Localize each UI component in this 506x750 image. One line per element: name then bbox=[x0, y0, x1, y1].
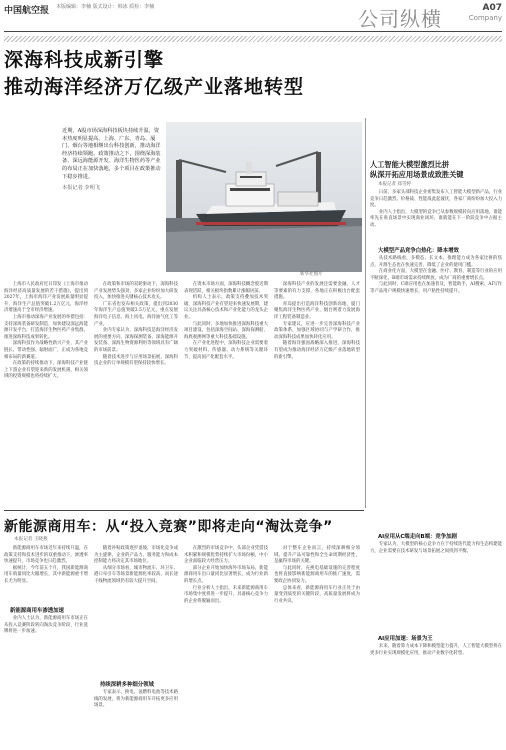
lead-column-4 bbox=[274, 282, 360, 361]
side-section-heading-2: AI应用从C端走向B端：竞争加剧 bbox=[378, 534, 457, 540]
second-column-3 bbox=[184, 546, 268, 605]
lead-photo bbox=[166, 122, 362, 272]
second-column-2 bbox=[94, 546, 178, 586]
second-headline: 新能源商用车：从“投入竞赛”即将走向“淘汰竞争” bbox=[4, 519, 333, 535]
paragraph: 与此同时，C端应用也在加速普及，智能助手、AI搜索、AI写作等产品用户规模快速增长，用户粘性持续提升。 bbox=[370, 282, 502, 294]
lead-intro-text: 近期，A股市场深海科技板块持续升温，资本热度明显提高。上海、广东、青岛、厦门、烟台等地相继出台科技创新，推动海洋经济持续领跑。政策推动之下，围绕深海装备、深远海能源开发、海洋生物医药等产业的布局正在加快落地，多个项目在政策推动下稳步推进。 bbox=[62, 128, 161, 180]
newspaper-name: 中国航空报 bbox=[4, 6, 50, 16]
lead-column-3 bbox=[184, 282, 268, 361]
paragraph: 深海科技产业的发展还需要金融、人才等要素的有力支撑，各地正在积极出台配套措施。 bbox=[274, 282, 360, 301]
side-headline-line2: 纵深开拓应用场景成致胜关键 bbox=[370, 170, 464, 179]
column-divider bbox=[365, 118, 366, 508]
second-column-1 bbox=[4, 546, 88, 586]
section-rule bbox=[4, 510, 364, 511]
paragraph: 部分企业开始加快海外市场布局，新能源商用车出口量同比显著增长，成为行业新的增长点。 bbox=[184, 565, 268, 584]
second-author: 本报记者 王晓燕 bbox=[14, 537, 48, 542]
paragraph: 深海科技作为战略性新兴产业，其产业链长、带动性强、辐射面广，正成为各地竞相布局的新赛道。 bbox=[4, 341, 88, 360]
paragraph: 总体来看，新能源商用车行业正处于由量变到质变的关键阶段，高质量发展将成为行业共识。 bbox=[274, 585, 360, 604]
column-title-en: Company bbox=[468, 14, 502, 22]
page-number: A07 bbox=[482, 3, 502, 13]
paragraph: 业内人士指出，大模型的竞争已从参数规模转向应用落地，谁能率先在垂直场景中实现商业闭环，谁就能在下一阶段竞争中占据主动。 bbox=[370, 209, 502, 228]
photo-caption: 新华社图片 bbox=[300, 272, 323, 277]
lead-column-2 bbox=[94, 282, 178, 368]
side-body-4 bbox=[370, 644, 502, 657]
paragraph: 据统计，今年前五个月，我国新能源商用车销量同比大幅增长，其中新能源重卡增长尤为明显。 bbox=[4, 565, 88, 584]
side-body-3 bbox=[370, 542, 502, 555]
side-section-heading-3: AI应用加速：场景为王 bbox=[378, 636, 433, 642]
masthead bbox=[0, 0, 506, 30]
second-section-heading-2: 持续深耕多种细分领域 bbox=[100, 682, 154, 688]
lead-headline-line2: 推动海洋经济万亿级产业落地转型 bbox=[4, 76, 305, 98]
paragraph: 机构人士表示，政策支持叠加技术突破，深海科技产业有望迎来快速发展期，建议关注具备核心技术和产业化能力的龙头企业。 bbox=[184, 295, 268, 320]
paragraph: 从技术路线看，多模态、长文本、推理能力成为各家比拼的焦点，开源生态也在快速完善，降低了企业的使用门槛。 bbox=[370, 256, 502, 268]
ship-photo bbox=[166, 122, 362, 272]
lead-headline-line1: 深海科技成新引擎 bbox=[4, 49, 165, 71]
paragraph: 随着补贴政策逐步退坡，市场化竞争成为主旋律，企业的产品力、服务能力和成本控制能力将决定其市场地位。 bbox=[94, 546, 178, 565]
paragraph: 在商业化方面，大模型在金融、医疗、教育、制造等行业的应用不断深化，B端市场需求持续释放，成为厂商的重要增长点。 bbox=[370, 269, 502, 281]
masthead-rule bbox=[4, 31, 502, 32]
paragraph: 从细分市场看，城市物流车、环卫车、港口牵引车等场景新能源化率较高，而长途干线物流领域仍有较大提升空间。 bbox=[94, 565, 178, 584]
paragraph: 在政策的持续推动下，深海科技产业链上下游企业有望迎来新的发展机遇，相关领域的投资规模也将持续扩大。 bbox=[4, 361, 88, 380]
side-body-1 bbox=[370, 190, 502, 230]
editor-line: 本版编辑：李楠 版式设计：韩冰 质检：李楠 bbox=[56, 4, 155, 10]
side-headline-line1: 人工智能大模型激烈比拼 bbox=[370, 160, 450, 169]
paragraph: 与此同时，充换电基础设施的完善程度也将直接影响新能源商用车的推广速度，需要政企协同发力。 bbox=[274, 565, 360, 584]
paragraph: 随着技术进步与应用场景拓展，深海科技企业的订单规模有望保持较快增长。 bbox=[94, 354, 178, 367]
second-column-2b bbox=[94, 690, 178, 710]
lead-author: 本报记者 李明飞 bbox=[62, 185, 100, 192]
lead-intro bbox=[62, 128, 162, 193]
paragraph: 与此同时，多地加快推进深海科技重大项目建设，包括深海空间站、深海探测船、海底观测网等重大科技基础设施。 bbox=[184, 321, 268, 340]
paragraph: 上海市人民政府近日印发《上海市推动海洋经济高质量发展的若干措施》，提出到2027年，上海市海洋产业发展质量明显提升，海洋生产总值突破1.2万亿元，海洋经济增速高于全市经济增速。 bbox=[4, 282, 88, 314]
side-section-heading-1: 大模型产品竞争白热化：降本增效 bbox=[378, 248, 459, 254]
column-title: 公司纵横 bbox=[358, 7, 442, 31]
second-column-4 bbox=[274, 546, 360, 605]
paragraph: 在激烈的市场竞争中，头部企业凭借技术积累和规模优势持续扩大市场份额，中小企业面临较大经营压力。 bbox=[184, 546, 268, 565]
second-column-1b bbox=[4, 616, 88, 636]
paragraph: 在产业化进程中，深海科技企业需要着力突破材料、传感器、动力系统等关键环节，提高国产化配套水平。 bbox=[184, 341, 268, 360]
paragraph: 上海市推动深海产业发展的举措包括：支持深海装备研发制造，加快建设深远海能源开发平台，打造海洋生物医药产业集群，推进深海科技成果转化。 bbox=[4, 314, 88, 340]
paragraph: 未来，随着算力成本下降和模型能力提升，人工智能大模型将在更多行业实现规模化应用，推动产业数字化转型。 bbox=[370, 644, 502, 656]
paragraph: 日前，多家头部科技企业密集发布人工智能大模型新产品，行业竞争日趋激烈。价格战、性能战此起彼伏，各家厂商纷纷加大投入力度。 bbox=[370, 190, 502, 209]
lead-column-1 bbox=[4, 282, 88, 381]
paragraph: 随着海洋强国战略深入推进，深海科技有望成为推动海洋经济万亿级产业落地转型的新引擎。 bbox=[274, 341, 360, 360]
paragraph: 新能源商用车市场近年来持续升温，在政策支持和技术进步的双重推动下，渗透率快速提升，市场竞争也日趋激烈。 bbox=[4, 546, 88, 565]
paragraph: 在资本市场方面，深海科技概念股近期表现活跃，相关板块指数累计涨幅居前。 bbox=[184, 282, 268, 294]
paragraph: 业内人士认为，新能源商用车市场正在从投入竞赛阶段转向淘汰竞争阶段，行业洗牌将进一步加速。 bbox=[4, 616, 88, 635]
paragraph: 对于整车企业而言，持续深耕细分领域、提升产品可靠性和全生命周期经济性，是赢得市场的关键。 bbox=[274, 546, 360, 565]
paragraph: 在政策和市场的双轮驱动下，深海科技产业发展势头强劲，多家企业纷纷加大研发投入，加快推进关键核心技术攻关。 bbox=[94, 282, 178, 301]
side-body-2 bbox=[370, 256, 502, 296]
paragraph: 青岛提出打造海洋科技创新高地，厦门聚焦海洋生物医药产业，烟台则着力发展海洋工程装备制造业。 bbox=[274, 301, 360, 320]
paragraph: 广东省也发布相关政策，提出到2030年海洋生产总值突破3.5万亿元，重点发展海洋电子信息、海上风电、海洋油气化工等产业。 bbox=[94, 301, 178, 327]
side-author: 本报记者 郑雪婷 bbox=[378, 182, 411, 187]
decorative-stripe bbox=[4, 36, 502, 42]
paragraph: 专家建议，应进一步完善深海科技产业政策体系，加强区域协同与产学研合作，推动深海科技成果加快转化应用。 bbox=[274, 321, 360, 340]
second-section-heading-1: 新能源商用车渗透加速 bbox=[10, 608, 64, 614]
paragraph: 专家表示，换电、氢燃料电池等技术路线的发展，将为新能源商用车开拓更多应用场景。 bbox=[94, 690, 178, 709]
paragraph: 业内专家认为，深海科技是海洋经济发展的重要方向，深海探测装备、深海能源开发装备、深海生物资源利用等领域具有广阔的市场前景。 bbox=[94, 328, 178, 353]
paragraph: 行业分析人士指出，未来新能源商用车市场集中度将进一步提升，具备核心竞争力的企业将脱颖而出。 bbox=[184, 585, 268, 604]
paragraph: 专家认为，大模型的核心竞争力在于持续迭代能力和生态构建能力，企业需要在技术研发与场景拓展之间找到平衡。 bbox=[370, 542, 502, 554]
